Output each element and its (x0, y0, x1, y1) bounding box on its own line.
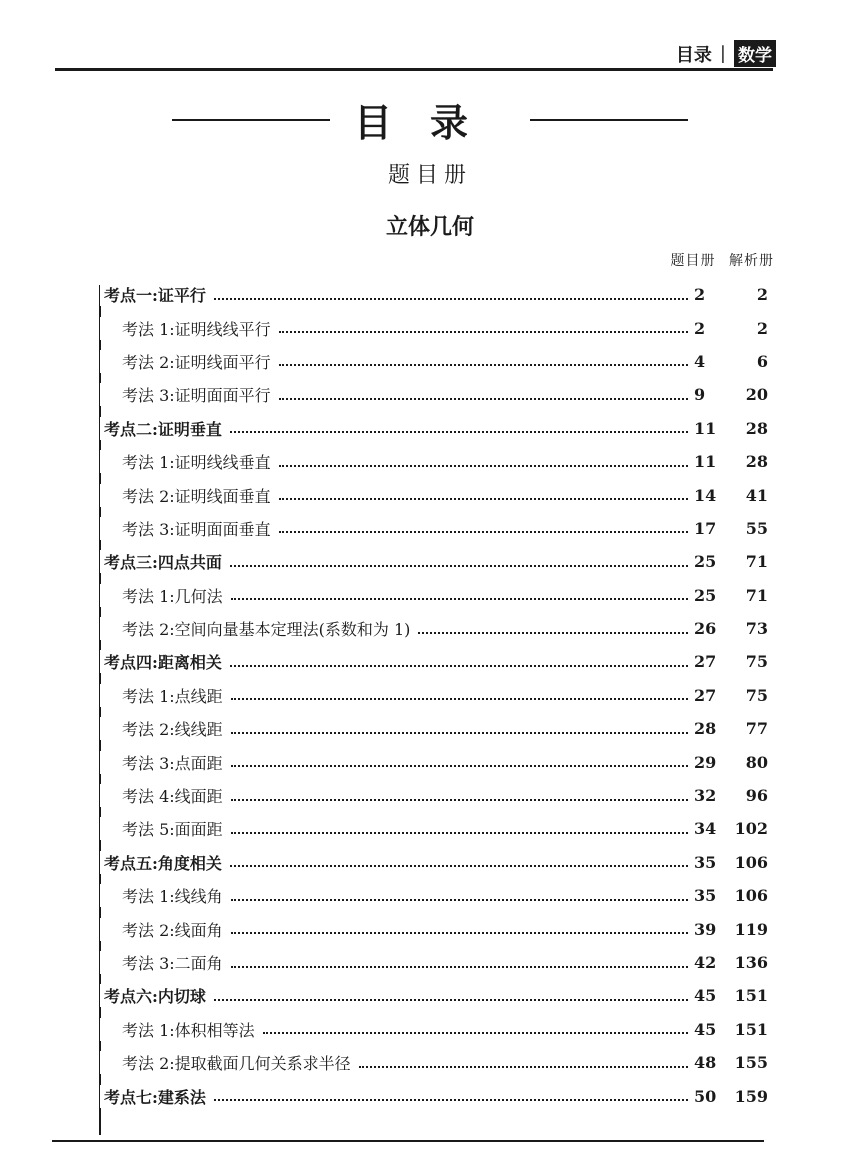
toc-method-row (100, 579, 780, 612)
solution-page: 119 (734, 919, 768, 939)
toc-entry-label: 考法 1:点线距 (100, 684, 229, 707)
solution-page: 73 (745, 619, 768, 639)
leader-dots (279, 465, 688, 467)
toc-method-row (100, 946, 780, 979)
solution-page: 75 (745, 685, 768, 705)
question-page: 32 (694, 786, 717, 806)
question-page: 39 (694, 919, 717, 939)
toc-topic-row (100, 1079, 780, 1112)
question-page: 14 (694, 485, 717, 505)
toc-entry-label: 考点三:四点共面 (100, 550, 228, 573)
toc-method-row (100, 345, 780, 378)
solution-page: 28 (745, 452, 768, 472)
toc-topic-row (100, 545, 780, 578)
leader-dots (231, 698, 688, 700)
toc-entry-label: 考点二:证明垂直 (100, 417, 228, 440)
toc-entry-label: 考法 2:提取截面几何关系求半径 (100, 1051, 357, 1074)
solution-page: 55 (745, 518, 768, 538)
toc-entry-label: 考法 2:线线距 (100, 717, 229, 740)
toc-entry-label: 考法 2:空间向量基本定理法(系数和为 1) (100, 617, 416, 640)
solution-page: 159 (734, 1086, 768, 1106)
solution-page: 71 (745, 552, 768, 572)
leader-dots (214, 298, 688, 300)
toc-topic-row (100, 979, 780, 1012)
toc-entry-label: 考法 1:线线角 (100, 884, 229, 907)
question-page: 11 (694, 418, 717, 438)
toc-entry-label: 考点一:证平行 (100, 283, 212, 306)
toc-entry-label: 考法 1:证明线线垂直 (100, 450, 277, 473)
solution-page: 20 (745, 385, 768, 405)
leader-dots (214, 999, 688, 1001)
column-header-questions: 题目册 (670, 253, 716, 269)
toc-entry-label: 考法 2:证明线面平行 (100, 350, 277, 373)
solution-page: 96 (745, 786, 768, 806)
question-page: 26 (694, 619, 717, 639)
question-page: 34 (694, 819, 717, 839)
header-section: 目录 (675, 44, 712, 66)
question-page: 35 (694, 886, 717, 906)
solution-page: 151 (734, 986, 768, 1006)
solution-page: 28 (745, 418, 768, 438)
leader-dots (231, 598, 688, 600)
toc-entry-label: 考法 2:线面角 (100, 918, 229, 941)
question-page: 4 (694, 351, 706, 371)
toc-entry-label: 考法 1:体积相等法 (100, 1018, 261, 1041)
section-title: 立体几何 (385, 214, 474, 240)
title-right-line (530, 119, 688, 121)
question-page: 27 (694, 652, 717, 672)
toc-method-row (100, 912, 780, 945)
toc-topic-row (100, 645, 780, 678)
question-page: 9 (694, 385, 706, 405)
toc-entry-label: 考法 3:二面角 (100, 951, 229, 974)
toc-topic-row (100, 278, 780, 311)
leader-dots (214, 1099, 688, 1101)
leader-dots (231, 932, 688, 934)
toc-entry-label: 考点六:内切球 (100, 984, 212, 1007)
leader-dots (359, 1066, 688, 1068)
toc-method-row (100, 311, 780, 344)
leader-dots (279, 531, 688, 533)
toc-entry-label: 考法 3:证明面面平行 (100, 383, 277, 406)
leader-dots (231, 765, 688, 767)
toc-list (100, 278, 780, 1113)
toc-entry-label: 考法 1:证明线线平行 (100, 317, 277, 340)
leader-dots (279, 498, 688, 500)
toc-method-row (100, 879, 780, 912)
top-rule (55, 68, 773, 71)
toc-method-row (100, 712, 780, 745)
solution-page: 151 (734, 1019, 768, 1039)
solution-page: 155 (734, 1053, 768, 1073)
subject-badge: 数学 (734, 40, 776, 67)
toc-entry-label: 考法 3:点面距 (100, 751, 229, 774)
column-header-solutions: 解析册 (729, 253, 774, 269)
toc-topic-row (100, 846, 780, 879)
solution-page: 102 (734, 819, 768, 839)
toc-entry-label: 考法 3:证明面面垂直 (100, 517, 277, 540)
toc-entry-label: 考点四:距离相关 (100, 650, 228, 673)
toc-topic-row (100, 412, 780, 445)
column-headers (663, 250, 774, 270)
solution-page: 6 (756, 351, 768, 371)
title-left-line (172, 119, 330, 121)
question-page: 17 (694, 518, 717, 538)
toc-method-row (100, 679, 780, 712)
toc-method-row (100, 812, 780, 845)
running-header (676, 40, 776, 67)
solution-page: 106 (734, 886, 768, 906)
solution-page: 80 (745, 752, 768, 772)
question-page: 28 (694, 719, 717, 739)
leader-dots (230, 431, 688, 433)
leader-dots (230, 865, 688, 867)
question-page: 2 (694, 318, 706, 338)
question-page: 25 (694, 585, 717, 605)
toc-method-row (100, 1046, 780, 1079)
toc-method-row (100, 1013, 780, 1046)
toc-entry-label: 考法 4:线面距 (100, 784, 229, 807)
leader-dots (231, 966, 688, 968)
toc-entry-label: 考点五:角度相关 (100, 851, 228, 874)
toc-method-row (100, 745, 780, 778)
leader-dots (231, 899, 688, 901)
question-page: 45 (694, 1019, 717, 1039)
toc-method-row (100, 512, 780, 545)
leader-dots (231, 832, 688, 834)
toc-entry-label: 考法 5:面面距 (100, 817, 229, 840)
toc-entry-label: 考法 2:证明线面垂直 (100, 484, 277, 507)
header-separator: | (719, 43, 726, 64)
book-subtitle: 题目册 (387, 163, 472, 188)
solution-page: 2 (756, 285, 768, 305)
leader-dots (279, 364, 688, 366)
solution-page: 136 (734, 953, 768, 972)
question-page: 42 (694, 953, 717, 972)
question-page: 45 (694, 986, 717, 1006)
leader-dots (231, 732, 688, 734)
leader-dots (230, 565, 688, 567)
toc-method-row (100, 612, 780, 645)
leader-dots (418, 632, 688, 634)
toc-entry-label: 考点七:建系法 (100, 1085, 212, 1108)
title-row (0, 92, 860, 147)
toc-method-row (100, 478, 780, 511)
question-page: 11 (694, 452, 717, 472)
toc-entry-label: 考法 1:几何法 (100, 584, 229, 607)
question-page: 35 (694, 852, 717, 872)
question-page: 27 (694, 685, 717, 705)
question-page: 29 (694, 752, 717, 772)
leader-dots (230, 665, 688, 667)
leader-dots (231, 799, 688, 801)
leader-dots (279, 331, 688, 333)
solution-page: 71 (745, 585, 768, 605)
toc-method-row (100, 445, 780, 478)
leader-dots (263, 1032, 688, 1034)
toc-method-row (100, 378, 780, 411)
page-title: 目录 (353, 100, 506, 145)
question-page: 25 (694, 552, 717, 572)
leader-dots (279, 398, 688, 400)
solution-page: 106 (734, 852, 768, 872)
solution-page: 77 (745, 719, 768, 739)
bottom-rule (52, 1140, 764, 1142)
solution-page: 2 (756, 318, 768, 338)
question-page: 50 (694, 1086, 717, 1106)
toc-method-row (100, 779, 780, 812)
solution-page: 75 (745, 652, 768, 672)
question-page: 2 (694, 285, 706, 305)
question-page: 48 (694, 1053, 717, 1073)
solution-page: 41 (745, 485, 768, 505)
